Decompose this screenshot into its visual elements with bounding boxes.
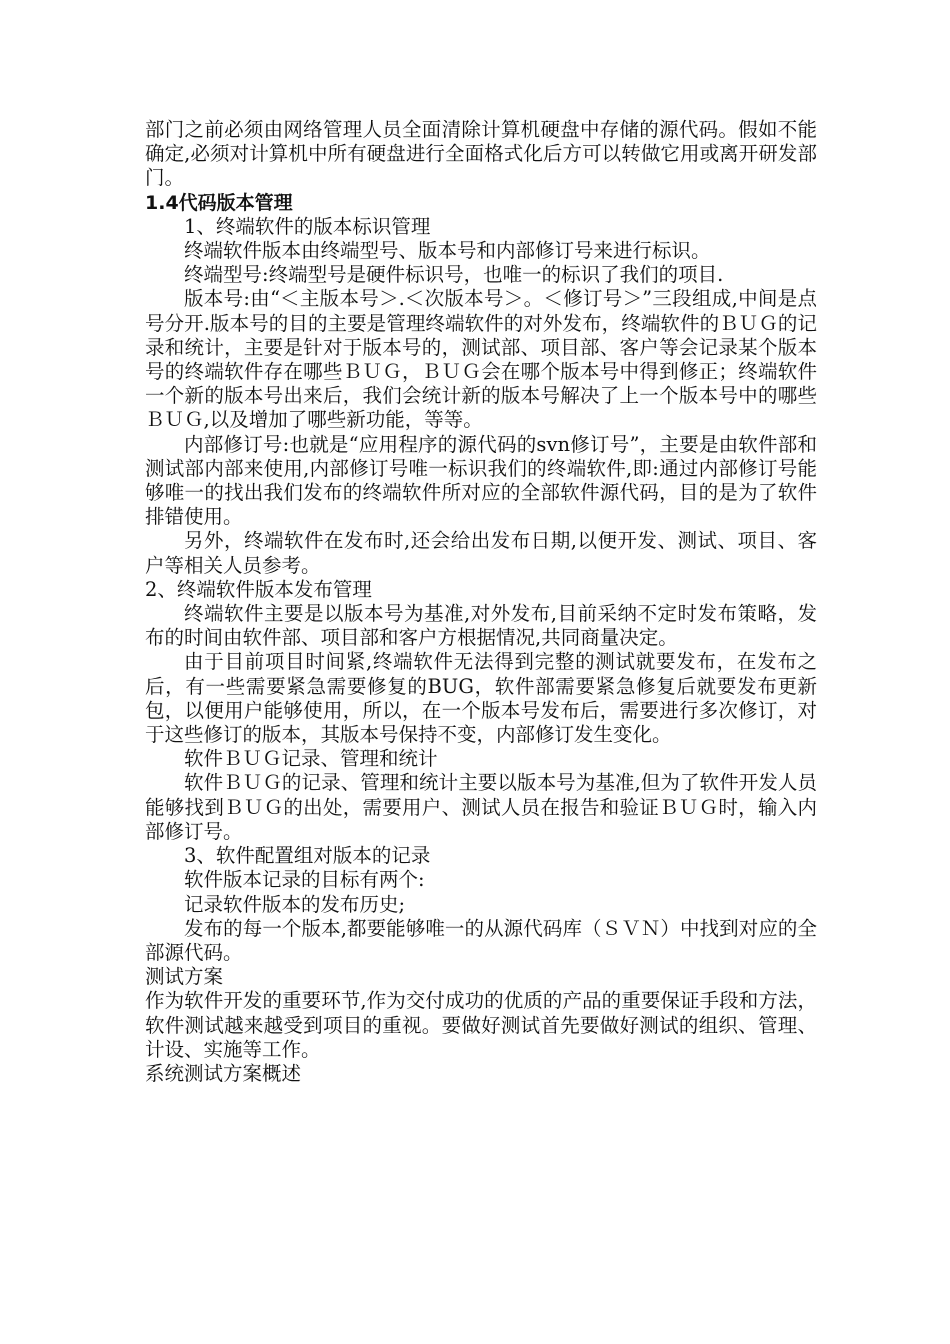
paragraph-urgent-fix: 由于目前项目时间紧,终端软件无法得到完整的测试就要发布，在发布之后，有一些需要紧急需要修复的BUG，软件部需要紧急修复后就要发布更新包，以便用户能够使用，所以，在一个版本号发布后，需要进行多次修订，对于这些修订的版本，其版本号保持不变，内部修订发生变化。 xyxy=(145,650,817,747)
paragraph-terminal-model: 终端型号:终端型号是硬件标识号，也唯一的标识了我们的项目. xyxy=(184,263,724,287)
paragraph-test-plan-desc: 作为软件开发的重要环节,作为交付成功的优质的产品的重要保证手段和方法，软件测试越来越受到项目的重视。要做好测试首先要做好测试的组织、管理、计设、实施等工作。 xyxy=(145,989,817,1061)
document-page xyxy=(145,118,817,1086)
paragraph-goal-1: 记录软件版本的发布历史; xyxy=(184,892,406,916)
paragraph-test-plan-title: 测试方案 xyxy=(145,965,224,989)
paragraph-bug-desc: 软件ＢＵＧ的记录、管理和统计主要以版本号为基准,但为了软件开发人员能够找到ＢＵＧ的出处，需要用户、测试人员在报告和验证ＢＵＧ时，输入内部修订号。 xyxy=(145,771,817,843)
paragraph-release-date: 另外，终端软件在发布时,还会给出发布日期,以便开发、测试、项目、客户等相关人员参考。 xyxy=(145,529,817,577)
paragraph-version-id-title: 1、终端软件的版本标识管理 xyxy=(184,214,431,238)
paragraph-intro: 部门之前必须由网络管理人员全面清除计算机硬盘中存储的源代码。假如不能确定,必须对计算机中所有硬盘进行全面格式化后方可以转做它用或离开研发部门。 xyxy=(145,118,817,190)
section-heading: 1.4代码版本管理 xyxy=(145,191,293,214)
paragraph-system-test-title: 系统测试方案概述 xyxy=(145,1061,302,1085)
paragraph-goal-intro: 软件版本记录的目标有两个: xyxy=(184,868,425,892)
paragraph-version-number: 版本号:由“＜主版本号＞.＜次版本号＞。＜修订号＞”三段组成,中间是点号分开.版本号的目的主要是管理终端软件的对外发布，终端软件的ＢＵＧ的记录和统计，主要是针对于版本号的，测试部、项目部、客户等会记录某个版本号的终端软件存在哪些ＢＵＧ，ＢＵＧ会在哪个版本号中得到修正；终端软件一个新的版本号出来后，我们会统计新的版本号解决了上一个版本号中的哪些ＢＵＧ,以及增加了哪些新功能，等等。 xyxy=(145,287,817,432)
paragraph-bug-title: 软件ＢＵＧ记录、管理和统计 xyxy=(184,747,438,771)
paragraph-internal-revision: 内部修订号:也就是“应用程序的源代码的svn修订号”，主要是由软件部和测试部内部来使用,内部修订号唯一标识我们的终端软件,即:通过内部修订号能够唯一的找出我们发布的终端软件所对应的全部软件源代码，目的是为了软件排错使用。 xyxy=(145,432,817,529)
paragraph-goal-2: 发布的每一个版本,都要能够唯一的从源代码库（ＳＶＮ）中找到对应的全部源代码。 xyxy=(145,916,817,964)
paragraph-version-id-desc: 终端软件版本由终端型号、版本号和内部修订号来进行标识。 xyxy=(184,239,711,263)
paragraph-release-mgmt-title: 2、终端软件版本发布管理 xyxy=(145,577,372,601)
paragraph-config-title: 3、软件配置组对版本的记录 xyxy=(184,844,431,868)
paragraph-release-strategy: 终端软件主要是以版本号为基准,对外发布,目前采纳不定时发布策略，发布的时间由软件部、项目部和客户方根据情况,共同商量决定。 xyxy=(145,602,817,650)
